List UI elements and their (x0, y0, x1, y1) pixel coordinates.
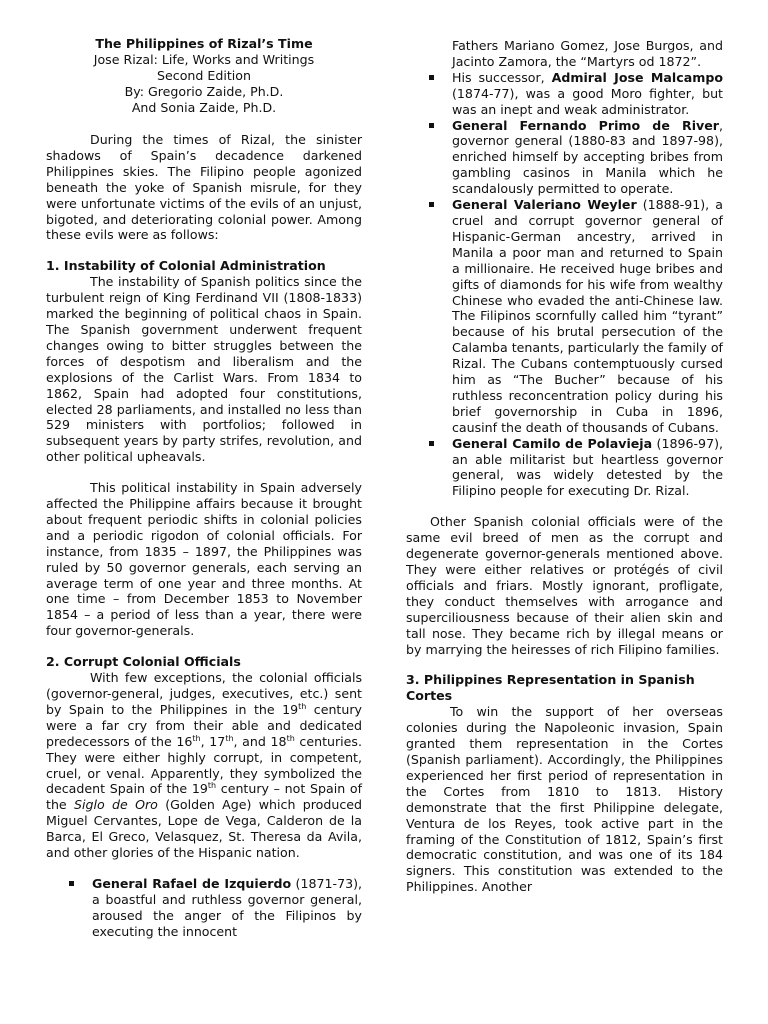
book-edition: Second Edition (157, 68, 251, 83)
left-column (46, 36, 362, 940)
list-item-weyler: General Valeriano Weyler (1888-91), a cruel and corrupt governor general of Hispanic-German ancestry, arrived in Manila a poor man and returned to Spain a millionaire. He received huge bribes and gifts of diamonds for his wife from wealthy Chinese who evaded the anti-Chinese law. The Filipinos scornfully called him “tyrant” because of his brutal persecution of the Calamba tenants, particularly the family of Rizal. The Cubans contemptuously cursed him as “The Bucher” because of his ruthless reconcentration policy during his brief governorship in Cuba in 1896, causinf the death of thousands of Cubans. (406, 197, 723, 436)
officials-list (406, 70, 723, 499)
author-line-1: By: Gregorio Zaide, Ph.D. (124, 84, 284, 99)
section-1-paragraph-2: This political instability in Spain adversely affected the Philippine affairs because it brought about frequent periodic shifts in colonial policies and a periodic rigodon of colonial officials. For instance, from 1835 – 1897, the Philippines was ruled by 50 governor generals, each serving an average term of one year and three months. At one time – from December 1853 to November 1854 – a period of less than a year, there were four governor-generals. (46, 480, 362, 639)
document-title: The Philippines of Rizal’s Time (95, 36, 313, 51)
section-2-paragraph: With few exceptions, the colonial officials (governor-general, judges, executives, etc.) sent by Spain to the Philippines in the 19th century were a far cry from their able and dedicated predecessors of the 16th, 17th, and 18th centuries. They were either highly corrupt, in competent, cruel, or venal. Apparently, they symbolized the decadent Spain of the 19th century – not Spain of the Siglo de Oro (Golden Age) which produced Miguel Cervantes, Lope de Vega, Calderon de la Barca, El Greco, Velasquez, St. Theresa da Avila, and other glories of the Hispanic nation. (46, 670, 363, 861)
list-item-malcampo: His successor, Admiral Jose Malcampo (1874-77), was a good Moro fighter, but was an inept and weak administrator. (406, 70, 723, 118)
section-3-heading: 3. Philippines Representation in Spanish Cortes (406, 672, 695, 704)
section-3-paragraph: To win the support of her overseas colonies during the Napoleonic invasion, Spain granted them representation in the Cortes (Spanish parliament). Accordingly, the Philippines experienced her first period of representation in the Cortes from 1810 to 1813. History demonstrate that the first Philippine delegate, Ventura de los Reyes, took active part in the framing of the Constitution of 1812, Spain’s first democratic constitution, and was one of its 184 signers. This constitution was extended to the Philippines. Another (406, 704, 723, 895)
list-item-polavieja: General Camilo de Polavieja (1896-97), an able militarist but heartless governor general, was widely detested by the Filipino people for executing Dr. Rizal. (406, 436, 723, 500)
section-1-heading: 1. Instability of Colonial Administration (46, 258, 326, 274)
author-line-2: And Sonia Zaide, Ph.D. (131, 100, 277, 115)
officials-list-start (46, 876, 362, 940)
section-1-paragraph-1: The instability of Spanish politics since the turbulent reign of King Ferdinand VII (1808-1833) marked the beginning of political chaos in Spain. The Spanish government underwent frequent changes owing to bitter struggles between the forces of despotism and liberalism and the explosions of the Carlist Wars. From 1834 to 1862, Spain had adopted four constitutions, elected 28 parliaments, and installed no less than 529 ministers with portfolios; followed in subsequent years by party strifes, revolution, and other political upheavals. (46, 274, 362, 465)
book-subtitle: Jose Rizal: Life, Works and Writings (93, 52, 315, 67)
list-item-izquierdo: General Rafael de Izquierdo (1871-73), a boastful and ruthless governor general, aroused the anger of the Filipinos by executing the innocent (46, 876, 362, 940)
section-2-closing-paragraph: Other Spanish colonial officials were of the same evil breed of men as the corrupt and degenerate governor-generals mentioned above. They were either relatives or protégés of civil officials and friars. Mostly ignorant, profligate, they conduct themselves with arrogance and superciliousness because of their alien skin and tall nose. They became rich by illegal means or by marrying the heiresses of rich Filipino families. (406, 514, 723, 657)
list-item-primo-de-rivera: General Fernando Primo de River, governor general (1880-83 and 1897-98), enriched himself by accepting bribes from gambling casinos in Manila which he scandalously permitted to operate. (406, 118, 723, 198)
title-block (46, 36, 362, 116)
intro-paragraph: During the times of Rizal, the sinister shadows of Spain’s decadence darkened Philippines skies. The Filipino people agonized beneath the yoke of Spanish misrule, for they were unfortunate victims of the evils of an unjust, bigoted, and deteriorating colonial power. Among these evils were as follows: (46, 132, 362, 243)
siglo-de-oro-text: Siglo de Oro (74, 797, 158, 813)
section-2-heading: 2. Corrupt Colonial Officials (46, 654, 241, 670)
right-column (406, 38, 723, 895)
list-item-izquierdo-continued: Fathers Mariano Gomez, Jose Burgos, and Jacinto Zamora, the “Martyrs od 1872”. (452, 38, 723, 69)
